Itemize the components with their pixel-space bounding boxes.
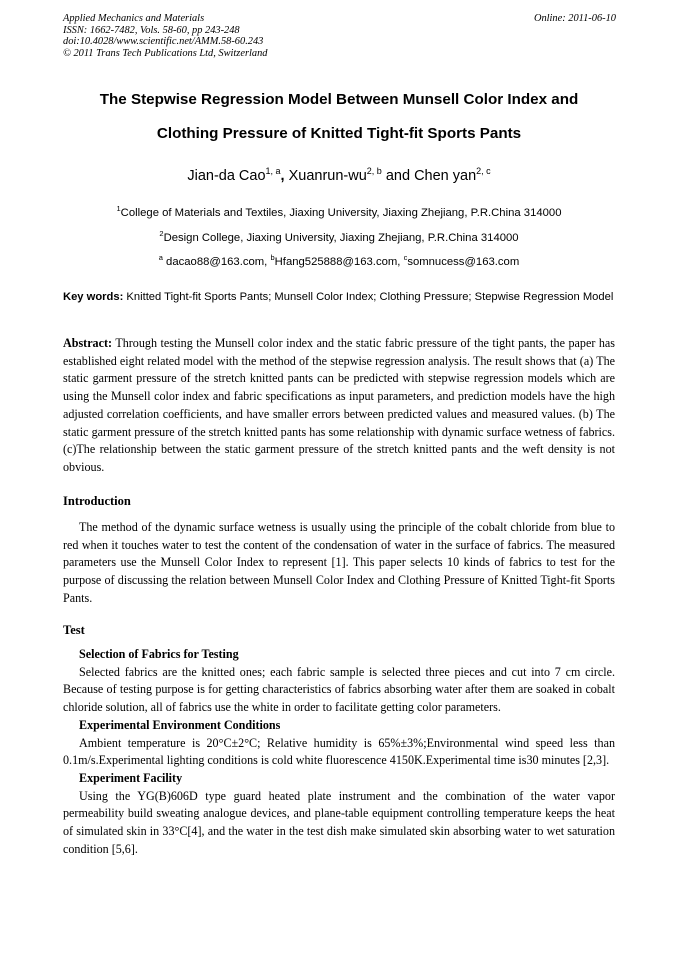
subsection-paragraph: Using the YG(B)606D type guard heated plate instrument and the combination of the water vapor permeability build sweating analogue devices, and plane-table equipment controlling temperature keeps the heat of simulated skin in 33°C[4], and the water in the test dish make simulated skin absorbing water to wet saturation condition [5,6]. bbox=[63, 788, 615, 856]
author-affiliation-mark: 2, b bbox=[366, 166, 382, 176]
subsection-paragraph: Selected fabrics are the knitted ones; each fabric sample is selected three pieces and cut into 7 cm circle. Because of testing purpose is for getting characteristics of fabrics absorbing water after them are soaked in cobalt chloride solution, all of fabrics use the white in order to facilitate getting color parameters. bbox=[63, 664, 615, 715]
journal-header bbox=[63, 13, 267, 59]
introduction-heading: Introduction bbox=[63, 494, 131, 508]
paper-title-line-2: Clothing Pressure of Knitted Tight-fit Sports Pants bbox=[156, 125, 522, 142]
author-conjunction: and bbox=[381, 168, 415, 184]
author-name: Jian-da Cao bbox=[187, 168, 266, 184]
abstract bbox=[63, 335, 615, 477]
test-heading: Test bbox=[63, 623, 85, 637]
author-separator: , bbox=[280, 168, 285, 184]
author-name: Chen yan bbox=[414, 168, 477, 184]
keywords-label: Key words: bbox=[63, 291, 124, 303]
email-list bbox=[0, 253, 678, 268]
email-address: Hfang525888@163.com, bbox=[274, 256, 404, 268]
copyright-line: © 2011 Trans Tech Publications Ltd, Switzerland bbox=[63, 47, 268, 59]
subsection-paragraph: Ambient temperature is 20°C±2°C; Relative humidity is 65%±3%;Environmental wind speed less than 0.1m/s.Experimental lighting conditions is cold white fluorescence 4150K.Experimental time is30 minutes [2,3]. bbox=[63, 735, 615, 768]
online-date: Online: 2011-06-10 bbox=[533, 13, 616, 24]
author-list bbox=[0, 166, 678, 184]
introduction-paragraph: The method of the dynamic surface wetness is usually using the principle of the cobalt chloride from blue to red when it touches water to test the content of the condensation of water in the surface of fabrics. The measured parameters use the Munsell Color Index to represent [1]. This paper selects 10 kinds of fabrics to test for the purpose of discussing the relation between Munsell Color Index and Clothing Pressure of Knitted Tight-fit Sports Pants. bbox=[63, 520, 615, 605]
author-affiliation-mark: 1, a bbox=[265, 166, 281, 176]
paper-title-line-1: The Stepwise Regression Model Between Munsell Color Index and bbox=[99, 91, 579, 108]
email-mark: c bbox=[403, 253, 408, 262]
affiliation-mark: 2 bbox=[159, 229, 164, 238]
doi-line: doi:10.4028/www.scientific.net/AMM.58-60.243 bbox=[63, 36, 264, 47]
email-mark: a bbox=[158, 253, 163, 262]
affiliation-1 bbox=[0, 204, 678, 219]
abstract-text: Through testing the Munsell color index and the static fabric pressure of the tight pants, the paper has established eight related model with the method of the stepwise regression analysis. The result shows that (a) The static garment pressure of the stretch knitted pants can be predicted with stepwise regression models which are using the Munsell color index and fabric specifications as input parameters, and prediction models have the high adjusted correlation coefficients, and have smaller errors between predicted values and measured values. (b) The static garment pressure of the stretch knitted pants has some relationship with dynamic surface wetness of fabrics. (c)The relationship between the static garment pressure of the stretch knitted pants and the weft density is not obvious. bbox=[63, 336, 615, 474]
abstract-label: Abstract: bbox=[63, 336, 113, 350]
email-mark: b bbox=[270, 253, 275, 262]
journal-name: Applied Mechanics and Materials bbox=[63, 13, 205, 24]
keywords bbox=[63, 289, 615, 307]
email-address: somnucess@163.com bbox=[407, 256, 520, 268]
affiliation-2 bbox=[0, 229, 678, 244]
subsection-heading: Selection of Fabrics for Testing bbox=[79, 647, 239, 661]
affiliation-mark: 1 bbox=[116, 204, 121, 213]
keywords-text: Knitted Tight-fit Sports Pants; Munsell Color Index; Clothing Pressure; Stepwise Regression Model bbox=[123, 291, 614, 303]
author-name: Xuanrun-wu bbox=[284, 168, 367, 184]
test-section bbox=[63, 646, 615, 858]
subsection-heading: Experiment Facility bbox=[79, 770, 183, 785]
affiliation-text: College of Materials and Textiles, Jiaxing University, Jiaxing Zhejiang, P.R.China 314000 bbox=[120, 207, 562, 219]
affiliation-text: Design College, Jiaxing University, Jiaxing Zhejiang, P.R.China 314000 bbox=[163, 232, 519, 244]
email-address: dacao88@163.com, bbox=[162, 256, 271, 268]
subsection-heading: Experimental Environment Conditions bbox=[79, 717, 281, 732]
issn-line: ISSN: 1662-7482, Vols. 58-60, pp 243-248 bbox=[63, 24, 240, 36]
author-affiliation-mark: 2, c bbox=[476, 166, 491, 176]
